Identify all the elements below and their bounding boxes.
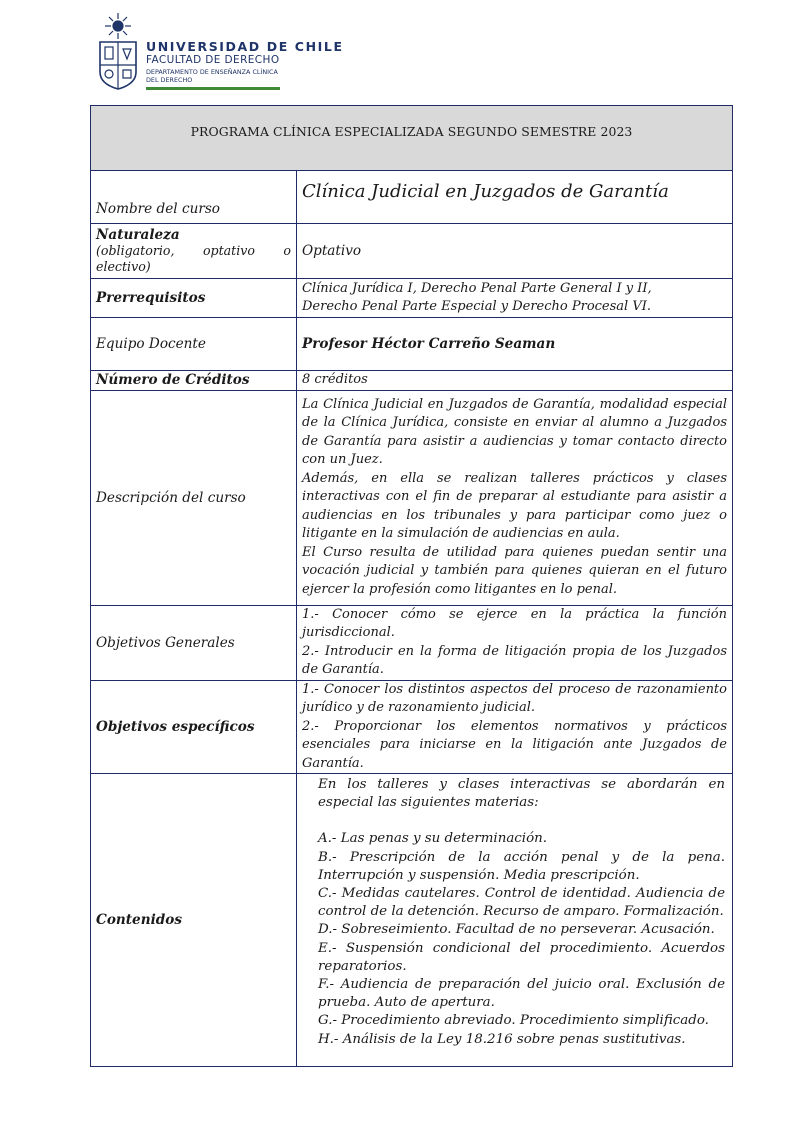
- department-name-line2: DEL DERECHO: [146, 76, 193, 84]
- contents-item: A.- Las penas y su determinación.: [318, 831, 548, 847]
- general-objectives-label: Objetivos Generales: [91, 605, 297, 680]
- prerequisites-line1: Clínica Jurídica I, Derecho Penal Parte General I y II,: [302, 280, 652, 296]
- table-row: [91, 224, 733, 279]
- table-row: [91, 171, 733, 224]
- nature-value: Optativo: [297, 224, 733, 279]
- prerequisites-line2: Derecho Penal Parte Especial y Derecho Procesal VI.: [302, 299, 651, 314]
- teaching-team-value: Profesor Héctor Carreño Seaman: [297, 318, 733, 371]
- contents-value: [297, 774, 733, 1067]
- nature-sub3: o: [283, 243, 291, 258]
- objective-item: 1.- Conocer cómo se ejerce en la práctica la función jurisdiccional.: [302, 606, 727, 640]
- description-paragraph: Además, en ella se realizan talleres prácticos y clases interactivas con el fin de preparar al estudiante para asistir a audiencias en los tribunales y para participar como juez o litigante en la simulación de audiencias en aula.: [302, 470, 727, 542]
- table-row: [91, 371, 733, 391]
- university-crest-icon: [96, 12, 140, 90]
- contents-item: E.- Suspensión condicional del procedimiento. Acuerdos reparatorios.: [318, 940, 725, 974]
- table-row: [91, 279, 733, 318]
- nature-sub4: electivo): [96, 259, 151, 274]
- table-row: [91, 318, 733, 371]
- department-name-line1: DEPARTAMENTO DE ENSEÑANZA CLÍNICA: [146, 68, 278, 76]
- contents-item: B.- Prescripción de la acción penal y de la pena. Interrupción y suspensión. Media prescripción.: [318, 849, 725, 883]
- university-name: UNIVERSIDAD DE CHILE: [146, 39, 344, 54]
- nature-label: Naturaleza: [96, 227, 180, 243]
- table-row: [91, 390, 733, 605]
- objective-item: 2.- Introducir en la forma de litigación propia de los Juzgados de Garantía.: [302, 643, 727, 677]
- specific-objectives-label: Objetivos específicos: [91, 680, 297, 774]
- specific-objectives-value: [297, 680, 733, 774]
- faculty-name: FACULTAD DE DERECHO: [146, 54, 280, 66]
- credits-value: 8 créditos: [297, 371, 733, 391]
- table-row: [91, 605, 733, 680]
- objective-item: 1.- Conocer los distintos aspectos del proceso de razonamiento jurídico y de razonamiento judicial.: [302, 681, 727, 715]
- general-objectives-value: [297, 605, 733, 680]
- contents-intro: En los talleres y clases interactivas se abordarán en especial las siguientes materias:: [318, 777, 725, 811]
- contents-label: Contenidos: [91, 774, 297, 1067]
- program-table: [90, 105, 733, 1067]
- table-row: [91, 774, 733, 1067]
- prerequisites-label: Prerrequisitos: [91, 279, 297, 318]
- description-paragraph: La Clínica Judicial en Juzgados de Garantía, modalidad especial de la Clínica Jurídica, consiste en enviar al alumno a Juzgados de Garantía para asistir a audiencias y tomar contacto directo con un Juez.: [302, 396, 727, 468]
- teaching-team-label: Equipo Docente: [91, 318, 297, 371]
- program-title: PROGRAMA CLÍNICA ESPECIALIZADA SEGUNDO SEMESTRE 2023: [91, 106, 733, 171]
- course-name-value: Clínica Judicial en Juzgados de Garantía: [297, 171, 733, 224]
- contents-item: D.- Sobreseimiento. Facultad de no perseverar. Acusación.: [318, 922, 715, 938]
- university-logo: [96, 12, 344, 92]
- contents-item: H.- Análisis de la Ley 18.216 sobre penas sustitutivas.: [318, 1031, 686, 1047]
- green-divider: [146, 87, 280, 90]
- description-label: Descripción del curso: [91, 390, 297, 605]
- contents-item: G.- Procedimiento abreviado. Procedimiento simplificado.: [318, 1013, 709, 1029]
- table-header-row: [91, 106, 733, 171]
- description-value: [297, 390, 733, 605]
- nature-sub1: (obligatorio,: [96, 243, 175, 258]
- contents-item: C.- Medidas cautelares. Control de identidad. Audiencia de control de la detención. Recurso de amparo. Formalización.: [318, 886, 725, 920]
- prerequisites-value: [297, 279, 733, 318]
- nature-sub2: optativo: [202, 243, 255, 258]
- nature-label-cell: [91, 224, 297, 279]
- table-row: [91, 680, 733, 774]
- objective-item: 2.- Proporcionar los elementos normativos y prácticos esenciales para iniciarse en la litigación ante Juzgados de Garantía.: [302, 718, 727, 771]
- contents-item: F.- Audiencia de preparación del juicio oral. Exclusión de prueba. Auto de apertura.: [318, 977, 725, 1011]
- course-name-label: Nombre del curso: [91, 171, 297, 224]
- credits-label: Número de Créditos: [91, 371, 297, 391]
- description-paragraph: El Curso resulta de utilidad para quienes puedan sentir una vocación judicial y también para quienes quieran en el futuro ejercer la profesión como litigantes en lo penal.: [302, 544, 727, 597]
